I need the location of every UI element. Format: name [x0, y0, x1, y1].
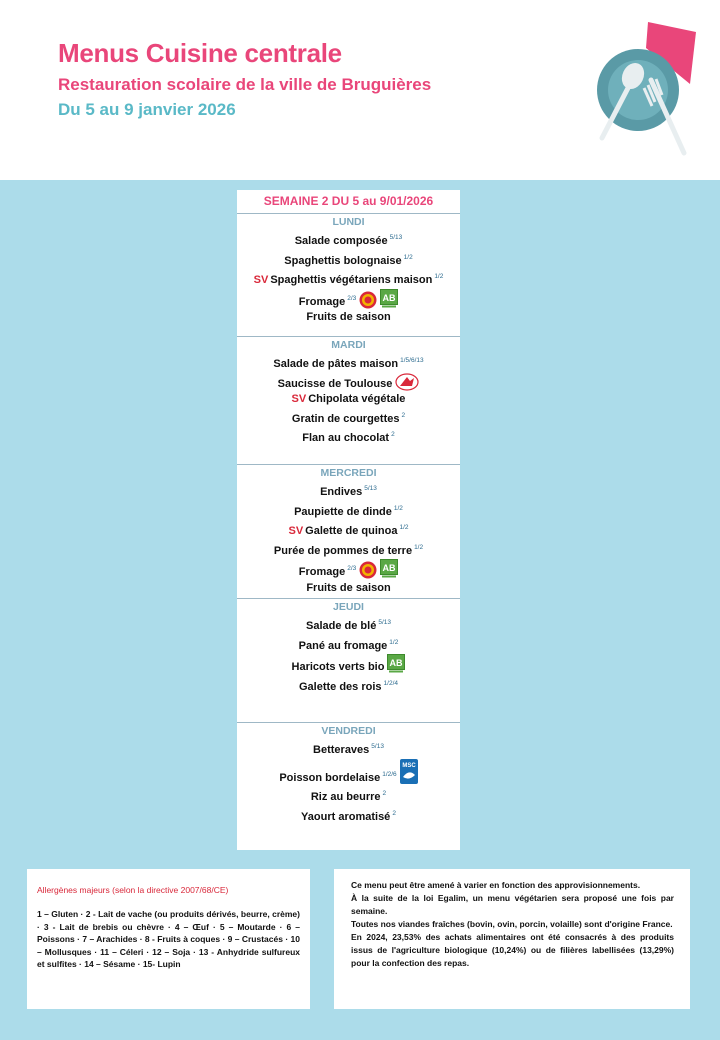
day-section-jeudi	[237, 599, 460, 723]
menu-item-label: Paupiette de dinde	[294, 505, 392, 518]
menu-item	[237, 310, 460, 326]
info-paragraph: À la suite de la loi Egalim, un menu végétarien sera proposé une fois par semaine.	[351, 893, 674, 916]
allergen-codes: 1/2	[414, 543, 424, 551]
menu-item	[237, 676, 460, 696]
menu-item	[237, 373, 460, 393]
menu-item-label: Fromage	[298, 566, 346, 578]
allergen-codes: 5/13	[371, 743, 384, 750]
menu-item-label: Spaghettis bolognaise	[284, 254, 402, 267]
menu-item	[237, 540, 460, 560]
allergen-codes: 2/3	[347, 294, 357, 302]
allergen-codes: 2	[392, 809, 396, 817]
allergen-codes: 1/5/6/13	[400, 357, 424, 364]
aop-label-icon	[359, 291, 377, 309]
menu-item	[237, 581, 460, 597]
header	[0, 0, 720, 180]
menu-item-label: Poisson bordelaise	[279, 771, 381, 784]
day-section-mercredi	[237, 465, 460, 599]
menu-item-label: Pané au fromage	[298, 639, 388, 652]
menu-item-label: Galette des rois	[298, 680, 382, 693]
allergen-codes: 2	[401, 411, 406, 419]
msc-badge-text: MSC	[402, 762, 416, 769]
menu-item	[237, 269, 460, 289]
menu-item	[237, 615, 460, 635]
organic-ab-icon	[380, 289, 398, 309]
allergen-codes: 5/13	[389, 234, 403, 241]
menu-item	[237, 520, 460, 540]
vegetarian-tag: SV	[288, 525, 304, 537]
info-paragraph: Toutes nos viandes fraîches (bovin, ovin, porcin, volaille) sont d'origine France.	[351, 919, 673, 929]
menu-item	[237, 427, 460, 447]
day-name: MERCREDI	[320, 467, 377, 479]
menu-item-label: Fromage	[298, 295, 346, 308]
menu-item-label: Flan au chocolat	[302, 432, 390, 444]
info-box	[334, 869, 690, 1009]
menu-item	[237, 635, 460, 655]
day-name: LUNDI	[332, 216, 365, 228]
allergen-codes: 2	[391, 431, 395, 438]
info-paragraph: Ce menu peut être amené à varier en fonction des approvisionnements.	[351, 880, 641, 890]
menu-item	[237, 392, 460, 408]
allergen-codes: 1/2	[389, 638, 399, 646]
menu-item-label: Spaghettis végétariens maison	[270, 274, 433, 286]
day-name: JEUDI	[333, 601, 364, 613]
menu-item-label: Haricots verts bio	[291, 661, 385, 673]
day-section-lundi	[237, 214, 460, 337]
date-range: Du 5 au 9 janvier 2026	[58, 100, 236, 119]
menu-item	[237, 759, 460, 787]
menu-item-label: Chipolata végétale	[308, 393, 406, 405]
menu-item-label: Saucisse de Toulouse	[277, 377, 393, 390]
allergen-codes: 1/2	[393, 504, 403, 512]
vegetarian-tag: SV	[253, 274, 269, 286]
menu-item	[237, 353, 460, 373]
plate-cutlery-icon	[588, 18, 700, 163]
menu-item	[237, 408, 460, 428]
menu-item	[237, 501, 460, 521]
ab-badge-text: AB	[382, 563, 396, 573]
menu-item-label: Riz au beurre	[310, 791, 381, 803]
menu-item	[237, 481, 460, 501]
allergen-codes: 1/2	[399, 524, 409, 531]
allergen-codes: 2/3	[347, 565, 357, 572]
allergen-codes: 1/2/4	[383, 679, 398, 687]
menu-item	[237, 289, 460, 311]
ab-badge-text: AB	[389, 658, 403, 668]
menu-item	[237, 739, 460, 759]
menu-item	[237, 230, 460, 250]
week-title: SEMAINE 2 DU 5 au 9/01/2026	[237, 190, 460, 214]
organic-ab-icon	[387, 654, 405, 674]
allergen-list: 1 – Gluten · 2 - Lait de vache (ou produits dérivés, beurre, crème) · 3 - Lait de brebis ou chèvre · 4 – Œuf · 5 – Moutarde · 6 – Poissons · 7 – Arachides · 8 - Fruits à coques · 9 – Crustacés · 10 – Mollusques · 11 – Céleri · 12 – Soja · 13 - Anhydride sulfureux et sulfites · 14 – Sésame · 15- Lupin	[37, 909, 300, 969]
menu-item	[237, 559, 460, 581]
allergen-codes: 5/13	[364, 485, 377, 492]
menu-item	[237, 250, 460, 270]
day-name: MARDI	[331, 339, 366, 351]
menu-item-label: Fruits de saison	[306, 581, 391, 594]
allergen-box	[27, 869, 310, 1009]
menu-item-label: Gratin de courgettes	[291, 412, 400, 425]
menu-item-label: Betteraves	[313, 744, 370, 756]
label-rouge-icon	[395, 373, 419, 391]
menu-item-label: Endives	[320, 486, 363, 498]
menu-item	[237, 654, 460, 676]
menu-item-label: Salade composée	[294, 235, 388, 247]
msc-label-icon	[400, 759, 418, 785]
allergen-title: Allergènes majeurs (selon la directive 2007/68/CE)	[37, 885, 229, 895]
vegetarian-tag: SV	[291, 393, 307, 405]
organic-ab-icon	[380, 559, 398, 579]
page-subtitle: Restauration scolaire de la ville de Bruguières	[58, 75, 432, 94]
allergen-codes: 2	[382, 790, 387, 797]
menu-item-label: Galette de quinoa	[305, 525, 398, 537]
menu-item-label: Salade de pâtes maison	[273, 358, 399, 370]
menu-card	[237, 190, 460, 850]
ab-badge-text: AB	[382, 292, 396, 303]
menu-item	[237, 806, 460, 826]
menu-item-label: Salade de blé	[306, 620, 377, 632]
day-section-mardi	[237, 337, 460, 465]
allergen-codes: 1/2	[403, 253, 413, 261]
info-paragraph: En 2024, 23,53% des achats alimentaires ont été consacrés à des produits issus de l'agriculture biologique (10,24%) ou de filières labellisées (13,29%) pour la confection des repas.	[351, 932, 674, 968]
aop-label-icon	[359, 561, 377, 579]
menu-item-label: Yaourt aromatisé	[301, 810, 391, 823]
allergen-codes: 5/13	[378, 619, 391, 626]
menu-item-label: Fruits de saison	[306, 311, 391, 323]
allergen-codes: 1/2	[434, 273, 444, 280]
menu-item-label: Purée de pommes de terre	[273, 544, 413, 557]
days-container	[237, 214, 460, 851]
allergen-codes: 1/2/6	[382, 770, 397, 778]
page-title: Menus Cuisine centrale	[58, 38, 342, 68]
day-name: VENDREDI	[321, 725, 376, 737]
content-area	[0, 180, 720, 1040]
menu-item	[237, 786, 460, 806]
day-section-vendredi	[237, 723, 460, 851]
